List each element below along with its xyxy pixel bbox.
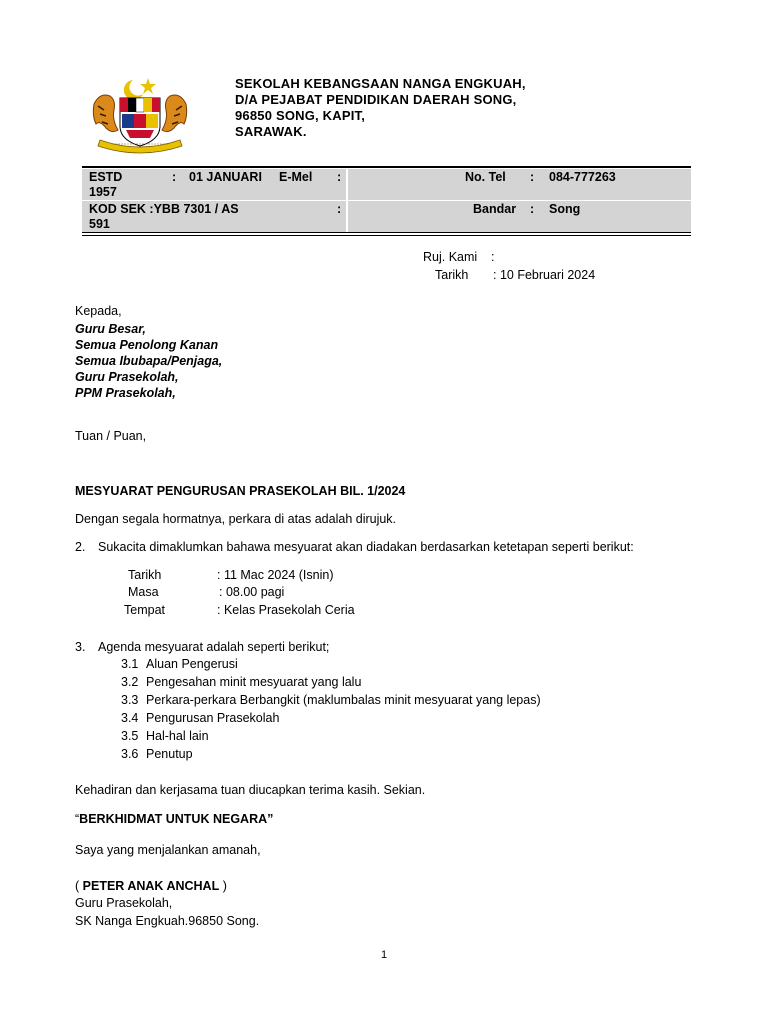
tarikh-value: : 10 Februari 2024	[493, 268, 596, 282]
signatory-role: Guru Prasekolah,	[75, 896, 173, 910]
greeting: Tuan / Puan,	[75, 429, 147, 443]
para-3-text: Agenda mesyuarat adalah seperti berikut;	[98, 640, 330, 654]
detail-label-tempat: Tempat	[124, 603, 165, 617]
info-row-2	[82, 201, 691, 232]
detail-label-masa: Masa	[128, 585, 159, 599]
recipient-line: Guru Besar,	[75, 322, 146, 336]
agenda-item-text: Hal-hal lain	[146, 729, 209, 743]
agenda-item-text: Aluan Pengerusi	[146, 657, 238, 671]
recipient-line: Semua Ibubapa/Penjaga,	[75, 354, 223, 368]
school-address-line-2: 96850 SONG, KAPIT,	[235, 108, 366, 123]
signatory-organization: SK Nanga Engkuah.96850 Song.	[75, 914, 260, 928]
detail-value-masa: : 08.00 pagi	[219, 585, 285, 599]
bandar-separator: :	[530, 202, 535, 216]
detail-value-tarikh: : 11 Mac 2024 (Isnin)	[217, 568, 334, 582]
signatory-name: PETER ANAK ANCHAL	[82, 879, 220, 893]
kod-sekolah-continued: 591	[89, 217, 110, 231]
page-number: 1	[381, 949, 388, 961]
paren-close: )	[219, 879, 227, 893]
para-2-text: Sukacita dimaklumkan bahawa mesyuarat akan diadakan berdasarkan ketetapan seperti berikut:	[98, 540, 634, 554]
detail-label-tarikh: Tarikh	[128, 568, 162, 582]
agenda-item-number: 3.1	[121, 657, 139, 671]
info-row-1	[82, 169, 691, 200]
detail-value-tempat: : Kelas Prasekolah Ceria	[217, 603, 355, 617]
para-2-number: 2.	[75, 540, 86, 554]
tarikh-label: Tarikh	[435, 268, 469, 282]
table-bottom-rule-2	[82, 235, 691, 236]
coat-of-arms-logo	[86, 74, 194, 156]
agenda-item-text: Pengurusan Prasekolah	[146, 711, 280, 725]
motto-text: BERKHIDMAT UNTUK NEGARA”	[79, 812, 274, 826]
intro-paragraph: Dengan segala hormatnya, perkara di atas adalah dirujuk.	[75, 512, 397, 526]
closing-sentence: Kehadiran dan kerjasama tuan diucapkan terima kasih. Sekian.	[75, 783, 426, 797]
agenda-item-text: Pengesahan minit mesyuarat yang lalu	[146, 675, 362, 689]
bandar-label: Bandar	[473, 202, 517, 216]
motto	[75, 812, 273, 826]
agenda-item-number: 3.3	[121, 693, 139, 707]
recipient-line: Guru Prasekolah,	[75, 370, 179, 384]
kod-separator: :	[337, 202, 342, 216]
agenda-item-number: 3.2	[121, 675, 139, 689]
agenda-item-number: 3.4	[121, 711, 139, 725]
estd-year: 1957	[89, 185, 117, 199]
para-3-number: 3.	[75, 640, 86, 654]
agenda-item-text: Perkara-perkara Berbangkit (maklumbalas minit mesyuarat yang lepas)	[146, 693, 541, 707]
signatory-name-line	[75, 879, 227, 893]
estd-separator: :	[172, 170, 177, 184]
paren-open: (	[75, 879, 83, 893]
bandar-value: Song	[549, 202, 581, 216]
estd-label: ESTD	[89, 170, 123, 184]
kepada-label: Kepada,	[75, 304, 122, 318]
tel-separator: :	[530, 170, 535, 184]
tel-value: 084-777263	[549, 170, 616, 184]
estd-value: 01 JANUARI	[189, 170, 262, 184]
school-info-table	[82, 166, 691, 234]
recipient-line: Semua Penolong Kanan	[75, 338, 219, 352]
signoff: Saya yang menjalankan amanah,	[75, 843, 261, 857]
agenda-item-number: 3.6	[121, 747, 139, 761]
email-separator: :	[337, 170, 342, 184]
school-address-line-1: D/A PEJABAT PENDIDIKAN DAERAH SONG,	[235, 92, 517, 107]
recipient-line: PPM Prasekolah,	[75, 386, 176, 400]
tel-label: No. Tel	[465, 170, 506, 184]
agenda-item-number: 3.5	[121, 729, 139, 743]
agenda-item-text: Penutup	[146, 747, 193, 761]
email-label: E-Mel	[279, 170, 313, 184]
ruj-kami-separator: :	[491, 250, 495, 264]
motto-open-quote: “	[75, 812, 80, 826]
letter-subject: MESYUARAT PENGURUSAN PRASEKOLAH BIL. 1/2024	[75, 484, 406, 498]
school-name: SEKOLAH KEBANGSAAN NANGA ENGKUAH,	[235, 76, 526, 91]
kod-sekolah-label: KOD SEK :YBB 7301 / AS	[89, 202, 239, 216]
ruj-kami-label: Ruj. Kami	[423, 250, 478, 264]
table-bottom-rule	[82, 232, 691, 233]
school-address-line-3: SARAWAK.	[235, 124, 307, 139]
